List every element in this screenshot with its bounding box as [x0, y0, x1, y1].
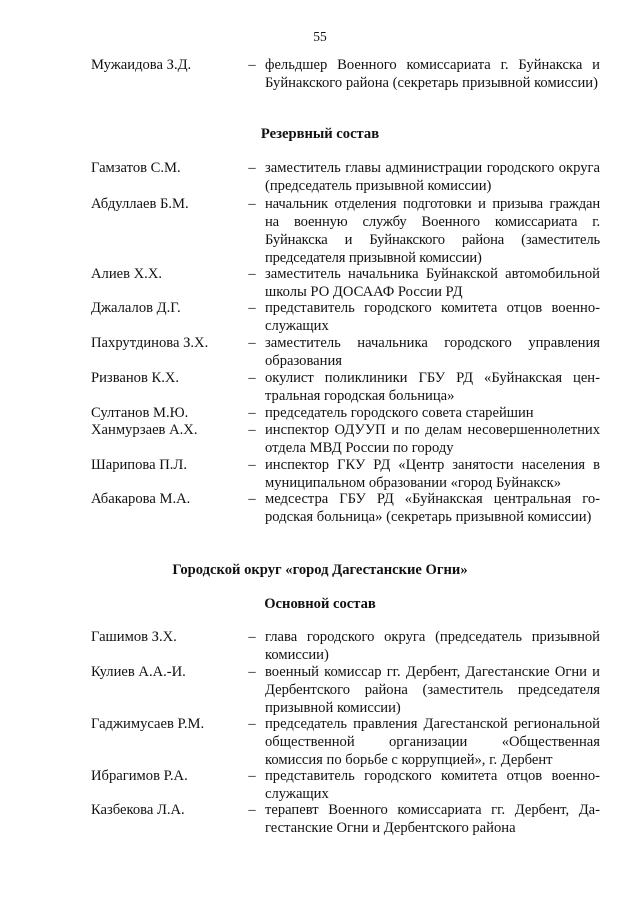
dash-separator: – [248, 422, 256, 438]
member-role: заместитель главы администрации городского округа (председатель призывной комиссии) [265, 160, 600, 194]
dash-separator: – [248, 196, 256, 212]
dash-separator: – [248, 802, 256, 818]
dash-separator: – [248, 716, 256, 732]
member-name: Султанов М.Ю. [91, 405, 189, 421]
dash-separator: – [248, 491, 256, 507]
member-name: Ханмурзаев А.Х. [91, 422, 198, 438]
member-role: председатель городского совета старейшин [265, 405, 534, 421]
member-name: Алиев Х.Х. [91, 266, 163, 282]
member-role: заместитель начальника городского управления образования [265, 335, 600, 369]
dash-separator: – [248, 335, 256, 351]
member-role: председатель правления Дагестанской региональной общественной организации «Общественная комиссия по борьбе с коррупцией», г. Дербент [265, 716, 600, 768]
dash-separator: – [248, 768, 256, 784]
dash-separator: – [248, 664, 256, 680]
dash-separator: – [248, 266, 256, 282]
member-role: инспектор ОДУУП и по делам несовершеннолетних отдела МВД России по городу [265, 422, 600, 456]
member-role: заместитель начальника Буйнакской автомобильной школы РО ДОСААФ России РД [265, 266, 600, 300]
section-heading-reserve: Резервный состав [260, 126, 380, 142]
member-role: медсестра ГБУ РД «Буйнакская центральная городская больница» (секретарь призывной комиссии) [265, 491, 600, 525]
member-role: терапевт Военного комиссариата гг. Дербент, Дагестанские Огни и Дербентского района [265, 802, 600, 836]
member-name: Ризванов К.Х. [91, 370, 180, 386]
page-number: 55 [313, 29, 327, 44]
member-name: Абдуллаев Б.М. [91, 196, 189, 212]
dash-separator: – [248, 300, 256, 316]
member-role: представитель городского комитета отцов военнослужащих [265, 300, 600, 334]
member-name: Гаджимусаев Р.М. [91, 716, 205, 732]
dash-separator: – [248, 57, 256, 73]
member-role: инспектор ГКУ РД «Центр занятости населения в муниципальном образовании «город Буйнакск» [265, 457, 600, 491]
dash-separator: – [248, 405, 256, 421]
member-role: начальник отделения подготовки и призыва граждан на военную службу Военного комиссариата г. Буйнакска и Буйнакского района (заместитель председателя призывной комиссии) [265, 196, 600, 266]
member-name: Казбекова Л.А. [91, 802, 185, 818]
member-role: окулист поликлиники ГБУ РД «Буйнакская центральная городская больница» [265, 370, 600, 404]
member-name: Шарипова П.Л. [91, 457, 187, 473]
member-role: глава городского округа (председатель призывной комиссии) [265, 629, 600, 663]
member-name: Гамзатов С.М. [91, 160, 181, 176]
member-role: фельдшер Военного комиссариата г. Буйнакска и Буйнакского района (секретарь призывной комиссии) [265, 57, 600, 91]
dash-separator: – [248, 457, 256, 473]
member-role: военный комиссар гг. Дербент, Дагестанские Огни и Дербентского района (заместитель председателя призывной комиссии) [265, 664, 600, 716]
member-name: Джалалов Д.Г. [91, 300, 181, 316]
dash-separator: – [248, 160, 256, 176]
section-subheading-main: Основной состав [264, 596, 376, 612]
member-name: Мужаидова З.Д. [91, 57, 192, 73]
member-name: Гашимов З.Х. [91, 629, 177, 645]
member-name: Ибрагимов Р.А. [91, 768, 188, 784]
member-name: Пахрутдинова З.Х. [91, 335, 209, 351]
member-name: Кулиев А.А.-И. [91, 664, 186, 680]
member-name: Абакарова М.А. [91, 491, 191, 507]
section-heading-district: Городской округ «город Дагестанские Огни» [172, 562, 468, 578]
dash-separator: – [248, 629, 256, 645]
member-role: представитель городского комитета отцов военнослужащих [265, 768, 600, 802]
dash-separator: – [248, 370, 256, 386]
